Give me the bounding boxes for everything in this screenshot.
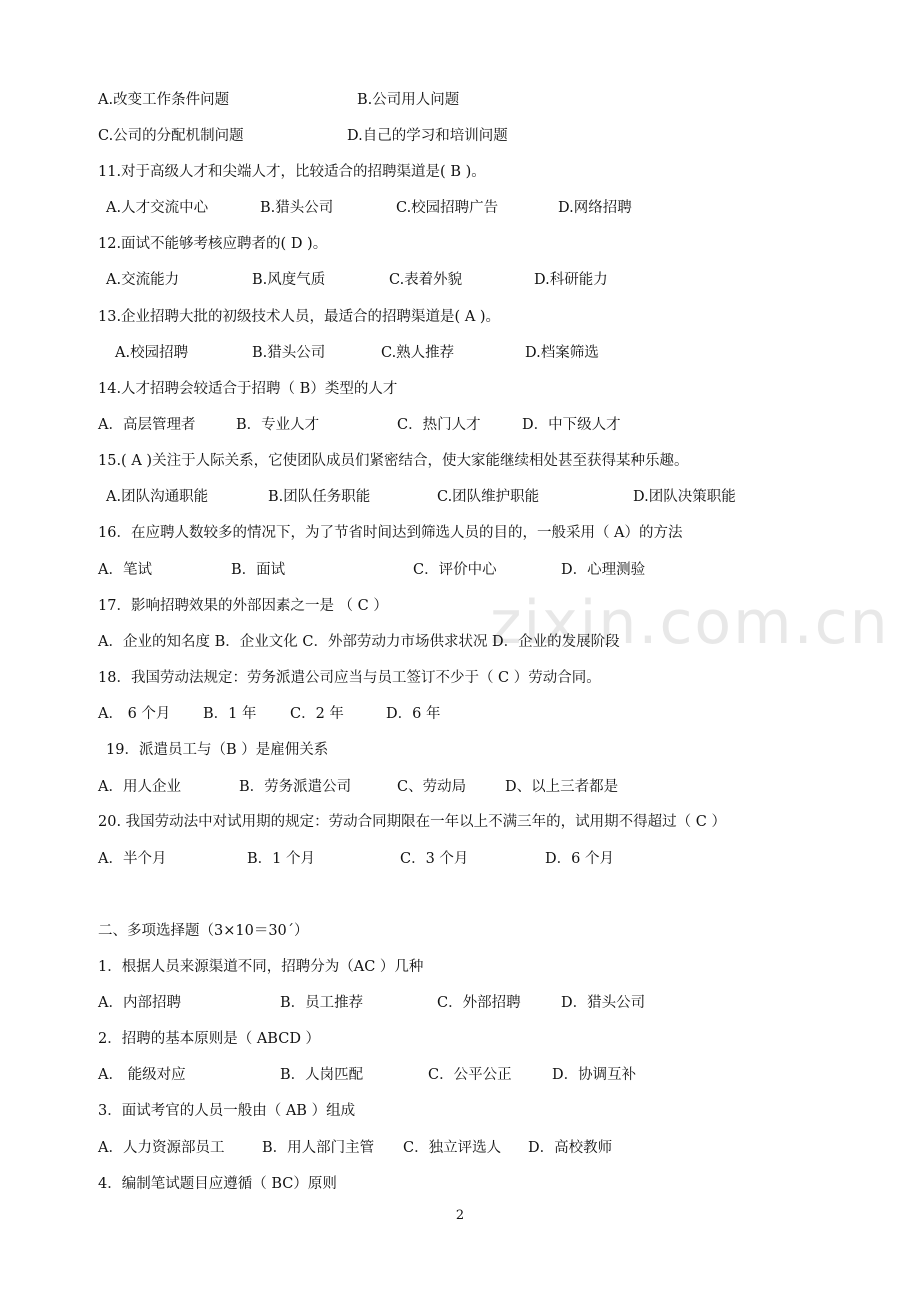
option-text: C.熟人推荐 [381,345,455,361]
option-text: D.科研能力 [534,272,608,288]
option-text: A．半个月 [98,851,167,867]
option-text: B.团队任务职能 [268,489,371,505]
text-line [0,919,920,943]
text-line [0,702,920,726]
option-text: B.公司用人问题 [357,92,460,108]
text-line [0,666,920,690]
option-text: B．1 年 [203,706,257,722]
option-text: D．高校教师 [528,1140,613,1156]
question-text: 19．派遣员工与（B ）是雇佣关系 [106,742,329,758]
text-line [0,991,920,1015]
option-text: B．人岗匹配 [280,1067,364,1083]
option-text: B．面试 [231,562,286,578]
option-text: B.风度气质 [252,272,326,288]
option-text: C．3 个月 [400,851,469,867]
option-text: C．热门人才 [397,417,481,433]
option-text: D．中下级人才 [522,417,621,433]
option-text: D．6 年 [386,706,441,722]
option-text: D．心理测验 [561,562,646,578]
option-text: A.交流能力 [106,272,180,288]
option-text: C、劳动局 [397,779,467,795]
question-text: 1．根据人员来源渠道不同，招聘分为（AC ）几种 [98,959,424,975]
option-text: B．劳务派遣公司 [239,779,352,795]
text-line [0,124,920,148]
text-line [0,341,920,365]
text-line [0,738,920,762]
option-text: C.校园招聘广告 [396,200,499,216]
option-text: B．专业人才 [236,417,320,433]
option-text: D.网络招聘 [558,200,632,216]
text-line [0,1063,920,1087]
option-text: C.公司的分配机制问题 [98,128,244,144]
question-text: 4．编制笔试题目应遵循（ BC）原则 [98,1176,337,1192]
option-text: D.自己的学习和培训问题 [347,128,508,144]
option-text: D.档案筛选 [525,345,599,361]
option-text: D.团队决策职能 [633,489,736,505]
question-text: 12.面试不能够考核应聘者的( D )。 [98,236,328,252]
text-line [0,413,920,437]
option-text: B.猎头公司 [252,345,326,361]
text-line [0,377,920,401]
option-text: D．6 个月 [545,851,614,867]
text-line [0,594,920,618]
option-text: A.校园招聘 [115,345,189,361]
option-text: B.猎头公司 [260,200,334,216]
option-text: C．外部招聘 [437,995,521,1011]
option-text: B．1 个月 [247,851,315,867]
text-line [0,1099,920,1123]
page-number: 2 [455,1208,465,1223]
question-text: 18．我国劳动法规定：劳务派遣公司应当与员工签订不少于（ C ）劳动合同。 [98,670,601,686]
text-line [0,160,920,184]
question-text: 二、多项选择题（3×10＝30´） [98,923,309,939]
question-text: A．企业的知名度 B．企业文化 C．外部劳动力市场供求状况 D．企业的发展阶段 [98,634,620,650]
question-text: 15.( A )关注于人际关系，它使团队成员们紧密结合，使大家能继续相处甚至获得某种乐趣。 [98,453,689,469]
option-text: C．2 年 [290,706,344,722]
text-line [0,955,920,979]
option-text: C．公平公正 [428,1067,512,1083]
text-line [0,485,920,509]
watermark: zixin.com.cn [490,588,890,658]
option-text: C．评价中心 [413,562,497,578]
option-text: A.团队沟通职能 [106,489,209,505]
option-text: A． 6 个月 [98,706,171,722]
question-text: 14.人才招聘会较适合于招聘（ B）类型的人才 [98,381,398,397]
option-text: A．笔试 [98,562,152,578]
text-line [0,88,920,112]
text-line [0,630,920,654]
option-text: A．人力资源部员工 [98,1140,225,1156]
option-text: D．协调互补 [552,1067,637,1083]
text-line [0,558,920,582]
text-line [0,847,920,871]
option-text: D、以上三者都是 [505,779,619,795]
question-text: 11.对于高级人才和尖端人才，比较适合的招聘渠道是( B )。 [98,164,486,180]
option-text: D．猎头公司 [561,995,646,1011]
option-text: A．用人企业 [98,779,181,795]
question-text: 20. 我国劳动法中对试用期的规定：劳动合同期限在一年以上不满三年的，试用期不得超过（ C ） [98,814,726,830]
question-text: 16．在应聘人数较多的情况下，为了节省时间达到筛选人员的目的，一般采用（ A）的方法 [98,525,683,541]
text-line [0,232,920,256]
option-text: C.表着外貌 [389,272,463,288]
text-line [0,305,920,329]
option-text: A．高层管理者 [98,417,196,433]
text-line [0,1172,920,1196]
option-text: B．用人部门主管 [262,1140,375,1156]
option-text: A.人才交流中心 [106,200,209,216]
text-line [0,268,920,292]
text-line [0,775,920,799]
text-line [0,521,920,545]
question-text: 3．面试考官的人员一般由（ AB ）组成 [98,1103,356,1119]
text-line [0,196,920,220]
option-text: A.改变工作条件问题 [98,92,230,108]
question-text: 2．招聘的基本原则是（ ABCD ） [98,1031,321,1047]
text-line [0,810,920,834]
text-line [0,449,920,473]
option-text: B．员工推荐 [280,995,364,1011]
question-text: 17．影响招聘效果的外部因素之一是 （ C ） [98,598,388,614]
option-text: C.团队维护职能 [437,489,540,505]
question-text: 13.企业招聘大批的初级技术人员，最适合的招聘渠道是( A )。 [98,309,501,325]
option-text: A． 能级对应 [98,1067,186,1083]
text-line [0,1027,920,1051]
text-line [0,1136,920,1160]
option-text: A．内部招聘 [98,995,181,1011]
option-text: C．独立评选人 [403,1140,502,1156]
